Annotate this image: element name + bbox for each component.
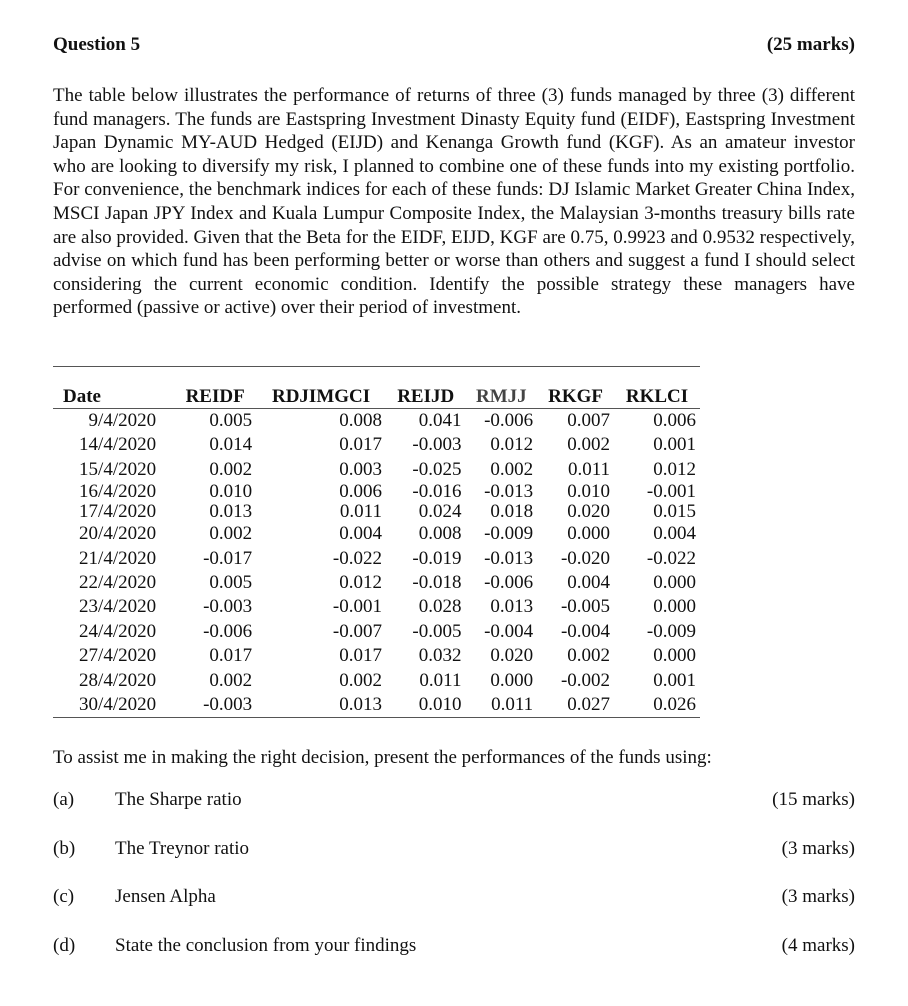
part-text: The Sharpe ratio: [115, 789, 242, 810]
question-part: [53, 838, 855, 887]
return-cell: -0.004: [560, 620, 611, 642]
part-marks: (4 marks): [781, 934, 855, 956]
return-cell: 0.010: [386, 693, 465, 718]
date-cell: 23/4/2020: [79, 596, 157, 618]
return-cell: -0.007: [332, 620, 382, 642]
return-cell: 0.020: [567, 501, 611, 523]
return-cell: -0.025: [412, 458, 462, 480]
return-cell: 0.017: [339, 645, 382, 667]
return-cell: 0.006: [339, 481, 382, 503]
return-cell: 0.012: [490, 434, 534, 456]
date-cell: 22/4/2020: [79, 572, 157, 594]
return-cell: 0.001: [653, 669, 696, 691]
return-cell: -0.005: [560, 596, 611, 618]
part-label: (c): [53, 886, 75, 907]
return-cell: -0.013: [484, 547, 534, 569]
return-cell: 0.002: [567, 434, 611, 456]
table-row: [53, 458, 700, 482]
return-cell: -0.019: [412, 547, 462, 569]
table-row: [53, 409, 700, 434]
return-cell: -0.018: [412, 572, 462, 594]
date-cell: 20/4/2020: [79, 523, 157, 545]
question-page: [53, 34, 855, 956]
return-cell: 0.010: [209, 481, 253, 503]
question-parts: [53, 789, 855, 983]
return-cell: 0.005: [209, 410, 253, 431]
table-row: [53, 482, 700, 502]
date-cell: 30/4/2020: [53, 693, 174, 718]
return-cell: -0.020: [560, 547, 611, 569]
return-cell: 0.018: [490, 501, 534, 523]
part-marks: (3 marks): [781, 837, 855, 859]
return-cell: 0.011: [339, 501, 382, 523]
return-cell: 0.020: [490, 645, 534, 667]
date-cell: 17/4/2020: [79, 501, 157, 523]
table-row: [53, 620, 700, 644]
column-header: RDJIMGCI: [256, 386, 386, 409]
return-cell: 0.013: [490, 596, 534, 618]
return-cell: 0.011: [419, 669, 462, 691]
table-row: [53, 547, 700, 571]
part-label: (a): [53, 789, 75, 810]
part-marks: (15 marks): [772, 789, 855, 810]
return-cell: -0.005: [412, 620, 462, 642]
column-header: RKGF: [537, 386, 614, 409]
return-cell: 0.002: [209, 669, 253, 691]
return-cell: 0.010: [567, 481, 611, 503]
return-cell: 0.002: [339, 669, 382, 691]
table-row: [53, 693, 700, 718]
return-cell: 0.002: [490, 458, 534, 480]
return-cell: -0.002: [560, 669, 611, 691]
question-title: Question 5: [53, 34, 141, 55]
column-header: RKLCI: [614, 386, 700, 409]
return-cell: -0.001: [646, 481, 696, 503]
return-cell: -0.006: [203, 620, 253, 642]
return-cell: -0.022: [332, 547, 382, 569]
table-row: [53, 502, 700, 522]
date-cell: 16/4/2020: [79, 481, 157, 503]
table-row: [53, 595, 700, 619]
assist-text: To assist me in making the right decision, present the performances of the funds using:: [53, 747, 712, 768]
return-cell: 0.032: [418, 645, 462, 667]
question-part: [53, 935, 855, 984]
return-cell: 0.007: [567, 410, 611, 431]
part-text: State the conclusion from your findings: [115, 934, 417, 956]
return-cell: -0.022: [646, 547, 696, 569]
return-cell: 0.012: [653, 458, 696, 480]
return-cell: -0.003: [174, 693, 256, 718]
column-header: REIJD: [386, 386, 465, 409]
date-cell: 28/4/2020: [79, 669, 157, 691]
return-cell: 0.027: [537, 693, 614, 718]
return-cell: 0.017: [209, 645, 253, 667]
table-body: [53, 409, 700, 718]
return-cell: 0.008: [418, 523, 462, 545]
return-cell: -0.003: [412, 434, 462, 456]
column-header: RMJJ: [465, 386, 537, 409]
return-cell: 0.008: [339, 410, 382, 431]
table-header-row: [53, 386, 700, 409]
return-cell: 0.026: [614, 693, 700, 718]
return-cell: 0.000: [653, 572, 696, 594]
return-cell: 0.002: [209, 458, 253, 480]
return-cell: 0.011: [567, 458, 611, 480]
return-cell: -0.009: [646, 620, 696, 642]
returns-table: [53, 386, 700, 718]
part-marks: (3 marks): [781, 886, 855, 907]
return-cell: 0.017: [339, 434, 382, 456]
returns-table-wrap: [53, 366, 700, 718]
return-cell: 0.001: [653, 434, 696, 456]
return-cell: 0.004: [339, 523, 382, 545]
table-row: [53, 571, 700, 595]
column-header: REIDF: [174, 386, 256, 409]
question-header: [53, 34, 855, 62]
question-part: [53, 886, 855, 935]
part-text: Jensen Alpha: [115, 886, 216, 907]
question-marks: (25 marks): [766, 34, 855, 55]
return-cell: 0.004: [567, 572, 611, 594]
return-cell: 0.013: [209, 501, 253, 523]
return-cell: -0.001: [332, 596, 382, 618]
return-cell: -0.006: [484, 410, 534, 431]
date-cell: 14/4/2020: [79, 434, 157, 456]
return-cell: -0.006: [484, 572, 534, 594]
return-cell: 0.000: [653, 596, 696, 618]
return-cell: 0.024: [418, 501, 462, 523]
return-cell: -0.013: [484, 481, 534, 503]
return-cell: 0.012: [339, 572, 382, 594]
return-cell: 0.011: [465, 693, 537, 718]
date-cell: 24/4/2020: [79, 620, 157, 642]
question-intro: The table below illustrates the performance of returns of three (3) funds managed by three (3) different fund managers. The funds are Eastspring Investment Dinasty Equity fund (EIDF), Eastspring Investment Japan Dynamic MY-AUD Hedged (EIJD) and Kenanga Growth fund (KGF). As an amateur investor who are looking to diversify my risk, I planned to combine one of these funds into my existing portfolio. For convenience, the benchmark indices for each of these funds: DJ Islamic Market Greater China Index, MSCI Japan JPY Index and Kuala Lumpur Composite Index, the Malaysian 3-months treasury bills rate are also provided. Given that the Beta for the EIDF, EIJD, KGF are 0.75, 0.9923 and 0.9532 respectively, advise on which fund has been performing better or worse than others and suggest a fund I should select considering the current economic condition. Identify the possible strategy these managers have performed (passive or active) over their period of investment.: [53, 85, 855, 319]
return-cell: -0.004: [484, 620, 534, 642]
return-cell: 0.028: [418, 596, 462, 618]
return-cell: 0.005: [209, 572, 253, 594]
date-cell: 9/4/2020: [88, 410, 157, 431]
return-cell: -0.016: [412, 481, 462, 503]
table-row: [53, 669, 700, 693]
return-cell: -0.009: [484, 523, 534, 545]
table-top-rule: [53, 366, 700, 367]
part-label: (d): [53, 934, 76, 956]
date-cell: 21/4/2020: [79, 547, 157, 569]
return-cell: 0.013: [256, 693, 386, 718]
return-cell: 0.003: [339, 458, 382, 480]
return-cell: 0.000: [653, 645, 696, 667]
return-cell: 0.000: [567, 523, 611, 545]
table-row: [53, 522, 700, 546]
date-cell: 15/4/2020: [79, 458, 157, 480]
return-cell: 0.006: [653, 410, 696, 431]
part-label: (b): [53, 837, 76, 859]
table-row: [53, 433, 700, 457]
return-cell: 0.000: [490, 669, 534, 691]
return-cell: 0.041: [418, 410, 462, 431]
return-cell: 0.014: [209, 434, 253, 456]
return-cell: 0.002: [209, 523, 253, 545]
table-row: [53, 644, 700, 668]
return-cell: 0.015: [653, 501, 696, 523]
column-header: Date: [53, 386, 174, 409]
return-cell: -0.003: [203, 596, 253, 618]
return-cell: -0.017: [203, 547, 253, 569]
return-cell: 0.002: [567, 645, 611, 667]
return-cell: 0.004: [653, 523, 696, 545]
date-cell: 27/4/2020: [79, 645, 157, 667]
part-text: The Treynor ratio: [115, 837, 250, 859]
question-part: [53, 789, 855, 838]
